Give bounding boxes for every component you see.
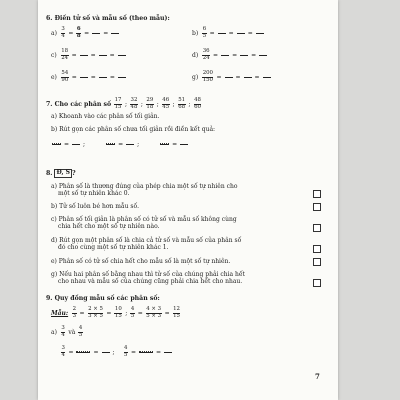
q9-a-answer: $\frac{3}{4}$ = = ; $\frac{4}{5}$ = = [60, 346, 173, 358]
q8-g-checkbox[interactable] [313, 279, 321, 287]
q8-title-row: 8. Đ, S ? [46, 169, 76, 177]
q8-b-checkbox[interactable] [313, 203, 321, 211]
q7-title: 7. Cho các phân số [46, 100, 112, 108]
q8-item-a: a) Phân số là thương đúng của phép chia một số tự nhiên cho một số tự nhiên khác 0. [51, 183, 238, 197]
q6-item-e: e) $\frac{54}{90}$ = = = [51, 71, 127, 83]
q9-part-a: a) $\frac{3}{4}$ và $\frac{4}{5}$ [51, 325, 83, 338]
q7-answer-row: = ; = ; = [51, 140, 189, 148]
q8-a-checkbox[interactable] [313, 190, 321, 198]
q8-e-checkbox[interactable] [313, 258, 321, 266]
page-number: 7 [315, 372, 320, 381]
q9-title: 9. Quy đồng mẫu số các phân số: [46, 295, 160, 302]
q8-item-c: c) Phân số tối giản là phân số có tử số và mẫu số không cùng chia hết cho một số tự nhiên nào. [51, 216, 237, 230]
q6-item-d: d) $\frac{36}{24}$ = = = [192, 49, 268, 61]
q6-item-b: b) $\frac{6}{5}$ = = = [192, 27, 265, 39]
workbook-page [38, 0, 338, 400]
ds-badge: Đ, S [56, 169, 71, 176]
q6-item-g: g) $\frac{200}{150}$ = = = [192, 71, 272, 83]
q8-item-d: d) Rút gọn một phân số là chia cả tử số và mẫu số của phân số đó cho cùng một số tự nhiên khác 1. [51, 237, 242, 251]
q6-item-c: c) $\frac{18}{24}$ = = = [51, 49, 127, 61]
q7-part-a: a) Khoanh vào các phân số tối giản. [51, 113, 160, 120]
q6-title: 6. Điền tử số và mẫu số (theo mẫu): [46, 15, 170, 22]
q7-part-b: b) Rút gọn các phân số chưa tối giản rồi điền kết quả: [51, 126, 216, 133]
q8-item-g: g) Nếu hai phân số bằng nhau thì tử số của chúng phải chia hết cho nhau và mẫu số của chúng cũng phải chia hết cho nhau. [51, 271, 245, 285]
q9-example: Mẫu: $\frac{2}{3}$ = $\frac{2 \times 5}{3 \times 5}$ = $\frac{10}{15}$ ; $\frac{4}{5}$ = $\frac{4 \times 3}{5 \times 3}$ = $\frac{12}{15}$ [51, 306, 180, 319]
q8-c-checkbox[interactable] [313, 224, 321, 232]
q7-title-row: 7. Cho các phân số $\frac{17}{15}$ ; $\frac{32}{48}$ ; $\frac{29}{18}$ ; $\frac{46}{45}$ ; $\frac{51}{68}$ ; $\frac{48}{60}$ [46, 97, 201, 110]
q8-item-b: b) Tử số luôn bé hơn mẫu số. [51, 203, 140, 210]
q8-item-e: e) Phân số có tử số chia hết cho mẫu số là một số tự nhiên. [51, 258, 231, 265]
q6-item-a: a) $\frac{3}{4}$ = $\frac{6}{8}$ = = [51, 27, 120, 39]
q8-d-checkbox[interactable] [313, 245, 321, 253]
